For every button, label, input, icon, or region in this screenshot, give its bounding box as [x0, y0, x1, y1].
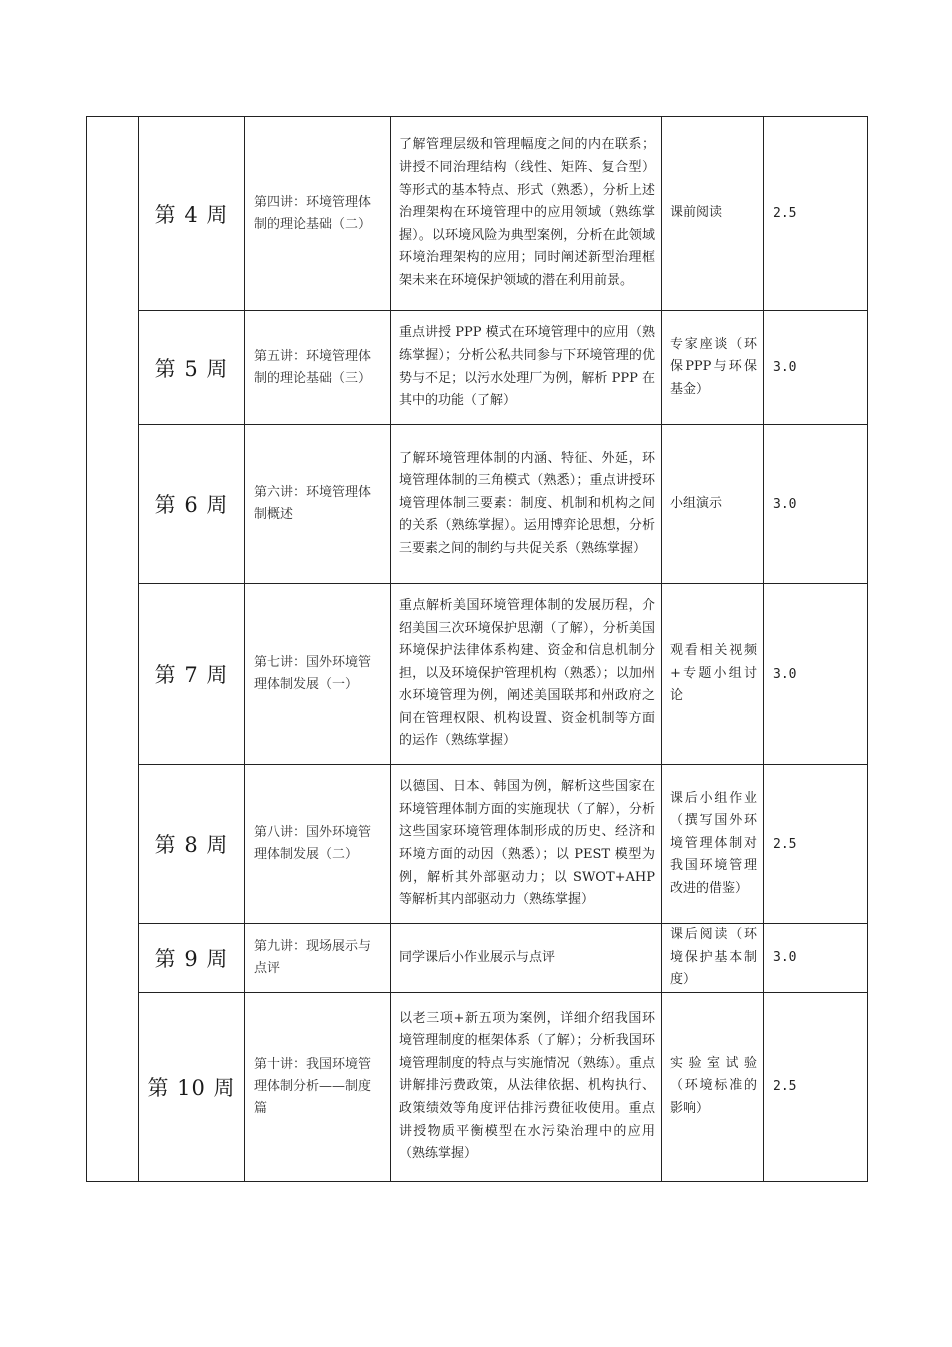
hours-cell: 2.5 [764, 765, 868, 924]
lecture-content-cell: 同学课后小作业展示与点评 [391, 924, 662, 993]
course-schedule-table [86, 116, 868, 1182]
week-cell: 第 7 周 [139, 584, 245, 765]
lecture-content-cell: 重点解析美国环境管理体制的发展历程，介绍美国三次环境保护思潮（了解），分析美国环境保护法律体系构建、资金和信息机制分担，以及环境保护管理机构（熟悉）；以加州水环境管理为例，阐述美国联邦和州政府之间在管理权限、机构设置、资金机制等方面的运作（熟练掌握） [391, 584, 662, 765]
week-cell: 第 10 周 [139, 992, 245, 1181]
lecture-title-cell: 第六讲：环境管理体制概述 [245, 425, 391, 584]
lecture-title-cell: 第九讲：现场展示与点评 [245, 924, 391, 993]
hours-cell: 3.0 [764, 924, 868, 993]
table-row [87, 117, 868, 311]
lecture-content-cell: 以德国、日本、韩国为例，解析这些国家在环境管理体制方面的实施现状（了解），分析这些国家环境管理体制形成的历史、经济和环境方面的动因（熟悉）；以 PEST 模型为例，解析其外部驱动力；以 SWOT+AHP 等解析其内部驱动力（熟练掌握） [391, 765, 662, 924]
lecture-content-cell: 了解环境管理体制的内涵、特征、外延，环境管理体制的三角模式（熟悉）；重点讲授环境管理体制三要素：制度、机制和机构之间的关系（熟练掌握）。运用博弈论思想，分析三要素之间的制约与共促关系（熟练掌握） [391, 425, 662, 584]
activity-cell: 专家座谈（环保PPP与环保基金） [662, 311, 764, 425]
lecture-content-cell: 了解管理层级和管理幅度之间的内在联系；讲授不同治理结构（线性、矩阵、复合型）等形式的基本特点、形式（熟悉），分析上述治理架构在环境管理中的应用领域（熟练掌握）。以环境风险为典型案例，分析在此领域环境治理架构的应用；同时阐述新型治理框架未来在环境保护领域的潜在利用前景。 [391, 117, 662, 311]
activity-cell: 课后小组作业（撰写国外环境管理体制对我国环境管理改进的借鉴） [662, 765, 764, 924]
lecture-content-cell: 重点讲授 PPP 模式在环境管理中的应用（熟练掌握）；分析公私共同参与下环境管理的优势与不足；以污水处理厂为例，解析 PPP 在其中的功能（了解） [391, 311, 662, 425]
table-row [87, 311, 868, 425]
activity-cell: 观看相关视频+专题小组讨论 [662, 584, 764, 765]
hours-cell: 2.5 [764, 117, 868, 311]
week-cell: 第 8 周 [139, 765, 245, 924]
activity-cell: 课前阅读 [662, 117, 764, 311]
activity-cell: 课后阅读（环境保护基本制度） [662, 924, 764, 993]
hours-cell: 3.0 [764, 425, 868, 584]
hours-cell: 2.5 [764, 992, 868, 1181]
lecture-title-cell: 第八讲：国外环境管理体制发展（二） [245, 765, 391, 924]
lecture-title-cell: 第十讲：我国环境管理体制分析——制度篇 [245, 992, 391, 1181]
table-row [87, 924, 868, 993]
lecture-title-cell: 第四讲：环境管理体制的理论基础（二） [245, 117, 391, 311]
week-cell: 第 4 周 [139, 117, 245, 311]
table-row [87, 992, 868, 1181]
table-row [87, 425, 868, 584]
table-row [87, 765, 868, 924]
hours-cell: 3.0 [764, 584, 868, 765]
week-cell: 第 5 周 [139, 311, 245, 425]
week-cell: 第 9 周 [139, 924, 245, 993]
lecture-title-cell: 第五讲：环境管理体制的理论基础（三） [245, 311, 391, 425]
activity-cell: 小组演示 [662, 425, 764, 584]
merged-blank-cell [87, 117, 139, 1182]
activity-cell: 实验室试验（环境标准的影响） [662, 992, 764, 1181]
lecture-title-cell: 第七讲：国外环境管理体制发展（一） [245, 584, 391, 765]
week-cell: 第 6 周 [139, 425, 245, 584]
table-row [87, 584, 868, 765]
hours-cell: 3.0 [764, 311, 868, 425]
lecture-content-cell: 以老三项+新五项为案例，详细介绍我国环境管理制度的框架体系（了解）；分析我国环境管理制度的特点与实施情况（熟练）。重点讲解排污费政策，从法律依据、机构执行、政策绩效等角度评估排污费征收使用。重点讲授物质平衡模型在水污染治理中的应用（熟练掌握） [391, 992, 662, 1181]
